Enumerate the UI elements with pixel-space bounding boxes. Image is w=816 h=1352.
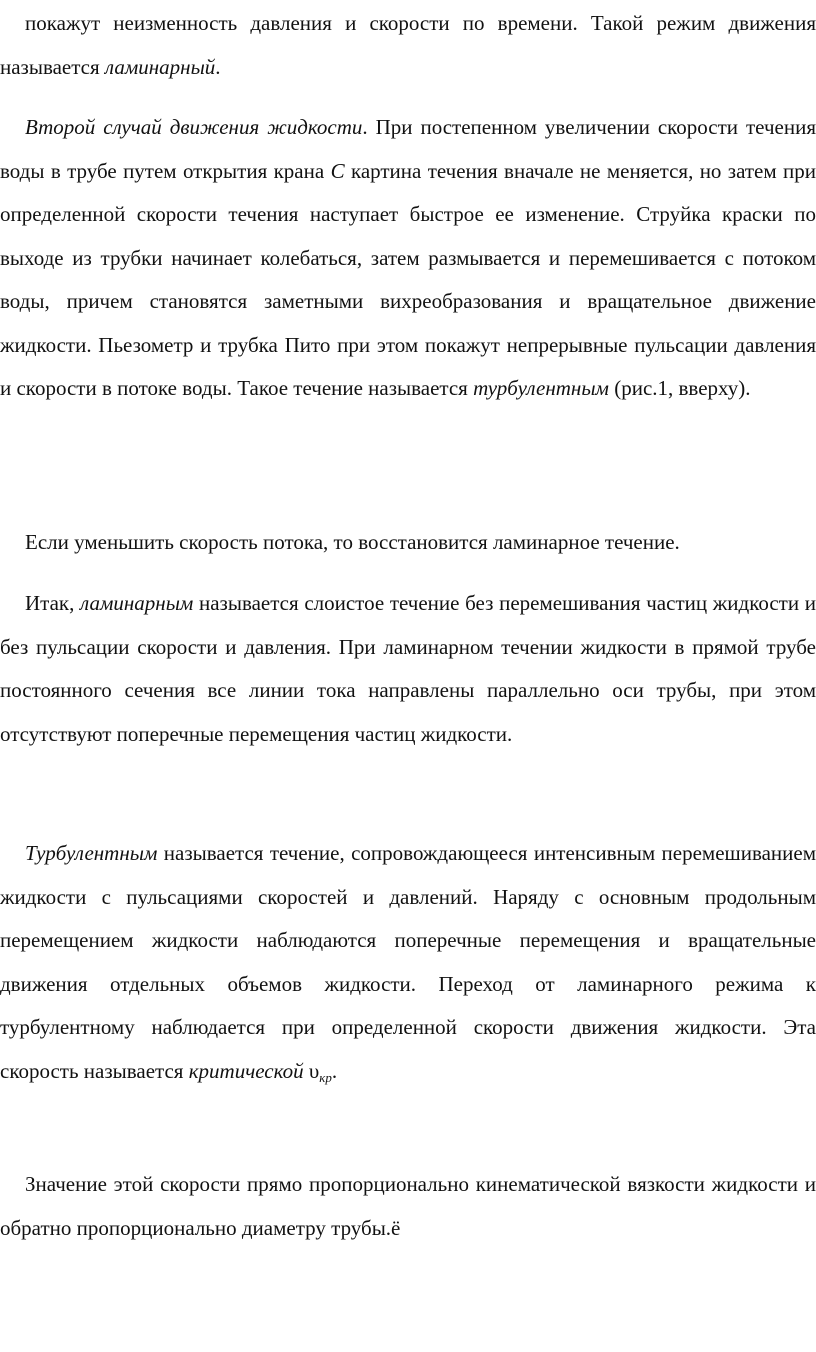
paragraph-text: называется течение, сопровождающееся интенсивным перемешиванием жидкости с пульсациями скоростей и давлений. Наряду с основным продольным перемещением жидкости наблюдаются поперечные перемещения и вращательные движения отдельных объемов жидкости. Переход от ламинарного режима к турбулентному наблюдается при определенной скорости движения жидкости. Эта скорость называется [0,841,816,1083]
paragraph-laminar-mode [0,2,816,89]
term-critical: критической [188,1058,304,1083]
paragraph-text: Итак, [25,591,81,615]
term-turbulent: Турбулентным [25,841,158,865]
paragraph-text: (рис.1, вверху). [608,376,751,400]
term-laminar: ламинарный [104,54,216,79]
term-turbulent: турбулентным [473,376,609,400]
paragraph-reduce-speed [0,521,816,565]
paragraph-text: покажут неизменность давления и скорости по времени. Такой режим движения называется [0,11,816,79]
paragraph-turbulent-definition [0,832,816,1093]
velocity-subscript: кр [319,1069,332,1085]
heading-second-case: Второй случай движения жидкости [25,115,363,139]
velocity-symbol: υ [308,1058,320,1083]
paragraph-second-case [0,106,816,411]
valve-letter: С [330,158,345,183]
paragraph-text: . [331,1058,338,1083]
paragraph-text: Значение этой скорости прямо пропорционально кинематической вязкости жидкости и обратно пропорционально диаметру трубы.ё [0,1172,816,1240]
paragraph-critical-speed [0,1163,816,1250]
paragraph-text: . При постепенном увеличении скорости течения воды в трубе путем открытия крана [0,115,816,183]
paragraph-laminar-definition [0,582,816,756]
paragraph-text: называется слоистое течение без перемешивания частиц жидкости и без пульсации скорости и давления. При ламинарном течении жидкости в прямой трубе постоянного сечения все линии тока направлены параллельно оси трубы, при этом отсутствуют поперечные перемещения частиц жидкости. [0,591,816,746]
paragraph-text: картина течения вначале не меняется, но затем при определенной скорости течения наступает быстрое ее изменение. Струйка краски по выходе из трубки начинает колебаться, затем размывается и перемешивается с потоком воды, причем становятся заметными вихреобразования и вращательное движение жидкости. Пьезометр и трубка Пито при этом покажут непрерывные пульсации давления и скорости в потоке воды. Такое течение называется [0,158,816,400]
paragraph-text: Если уменьшить скорость потока, то восстановится ламинарное течение. [25,530,680,554]
paragraph-text: . [215,54,221,79]
term-laminar: ламинарным [80,591,194,615]
